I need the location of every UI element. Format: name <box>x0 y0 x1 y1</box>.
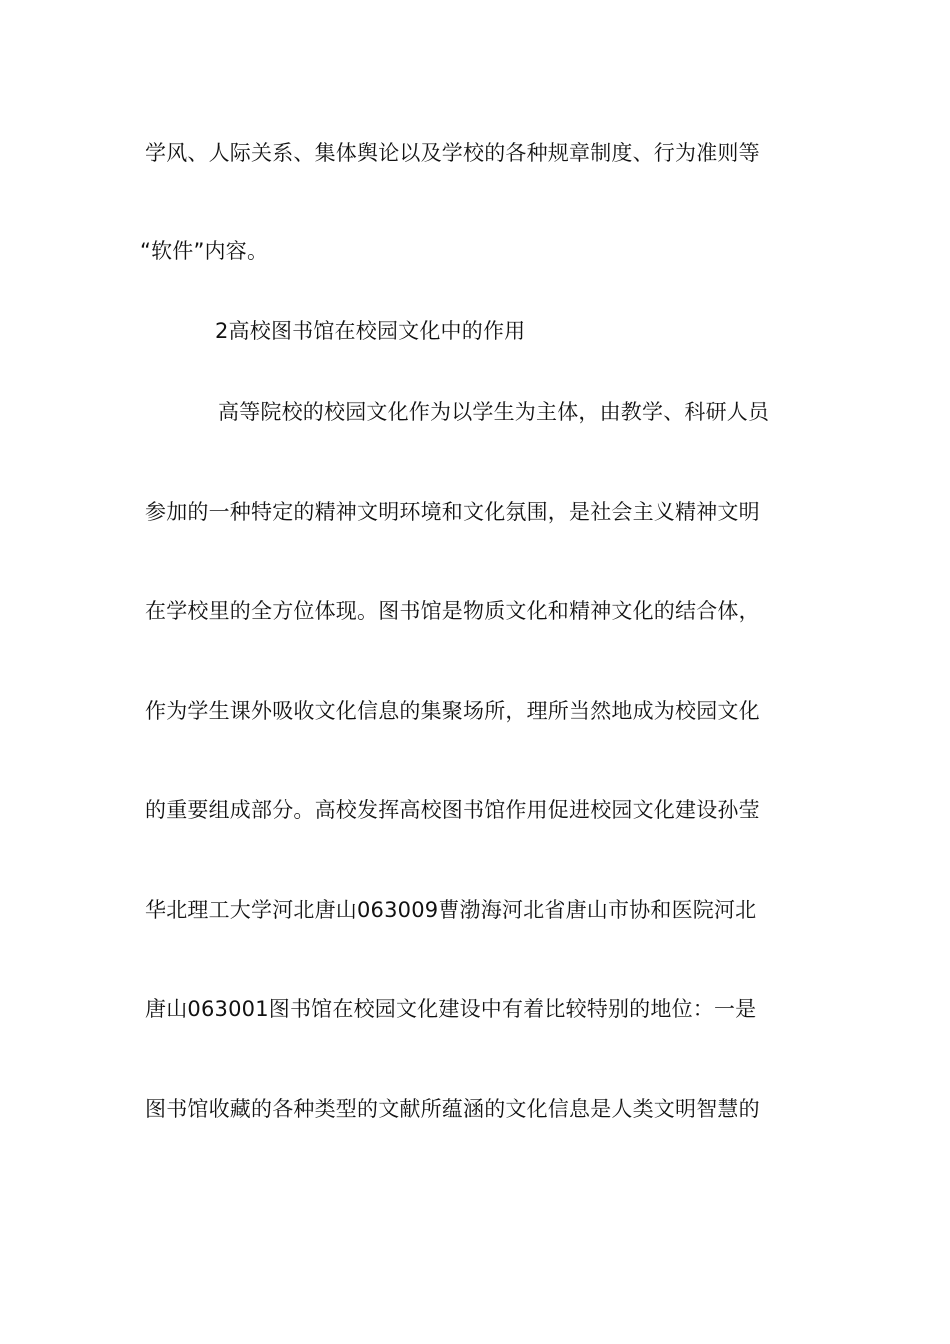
body-text-line: 唐山063001图书馆在校园文化建设中有着比较特别的地位：一是 <box>145 997 757 1021</box>
body-text-line: 参加的一种特定的精神文明环境和文化氛围，是社会主义精神文明 <box>145 500 760 524</box>
body-text-line: 图书馆收藏的各种类型的文献所蕴涵的文化信息是人类文明智慧的 <box>145 1097 760 1121</box>
section-heading: 2高校图书馆在校园文化中的作用 <box>215 319 526 343</box>
body-text-line: 学风、人际关系、集体舆论以及学校的各种规章制度、行为准则等 <box>145 141 760 165</box>
body-text-line: “软件”内容。 <box>140 239 269 263</box>
paragraph-first-line: 高等院校的校园文化作为以学生为主体，由教学、科研人员 <box>218 400 770 424</box>
body-text-line: 的重要组成部分。高校发挥高校图书馆作用促进校园文化建设孙莹 <box>145 798 760 822</box>
body-text-line: 作为学生课外吸收文化信息的集聚场所，理所当然地成为校园文化 <box>145 699 760 723</box>
body-text-line: 华北理工大学河北唐山063009曹渤海河北省唐山市协和医院河北 <box>145 898 757 922</box>
body-text-line: 在学校里的全方位体现。图书馆是物质文化和精神文化的结合体， <box>145 599 760 623</box>
